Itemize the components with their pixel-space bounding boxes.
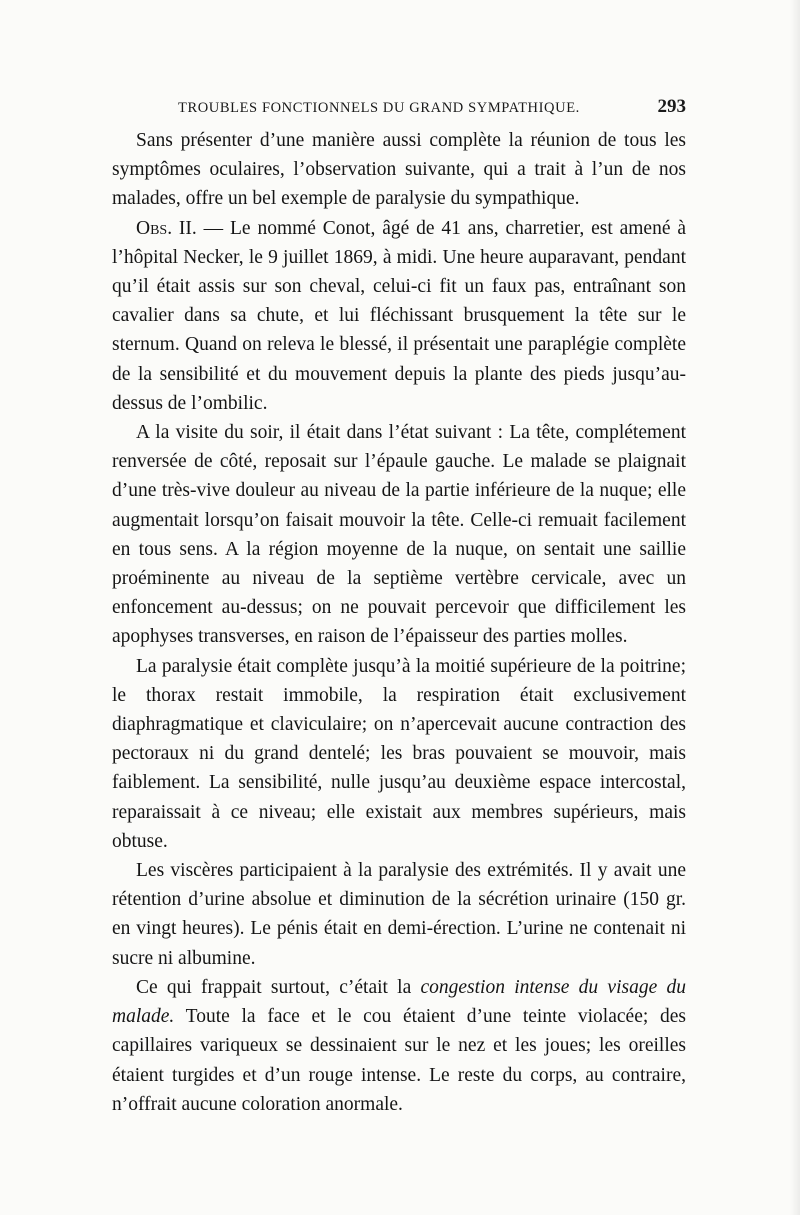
paragraph-evening-visit [112,418,686,652]
paragraph-text: La paralysie était complète jusqu’à la moitié supérieure de la poitrine; le thorax restait immobile, la respiration était exclusivement diaphragmatique et claviculaire; on n’apercevait aucune contraction des pectoraux ni du grand dentelé; les bras pouvaient se mouvoir, mais faiblement. La sensibilité, nulle jusqu’au deuxième espace intercostal, reparaissait à ce niveau; elle existait aux membres supérieurs, mais obtuse. [112,655,686,852]
paragraph-paralysis [112,652,686,856]
paragraph-text: — Le nommé Conot, âgé de 41 ans, charretier, est amené à l’hôpital Necker, le 9 juillet 1869, à midi. Une heure auparavant, pendant qu’il était assis sur son cheval, celui-ci fit un faux pas, entraînant son cavalier dans sa chute, et lui fléchissant brusquement la tête sur le sternum. Quand on releva le blessé, il présentait une paraplégie complète de la sensibilité et du mouvement depuis la plante des pieds jusqu’au-dessus de l’ombilic. [112,217,687,414]
paragraph-congestion [112,973,686,1119]
page-edge-shadow [790,0,800,1215]
paragraph-text: Sans présenter d’une manière aussi complète la réunion de tous les symptômes oculaires, l’observation suivante, qui a trait à l’un de nos malades, offre un bel exemple de paralysie du sympathique. [112,130,686,210]
paragraph-viscera [112,856,686,973]
page-body [112,126,686,1119]
emphasized-phrase: congestion intense du visage du malade. [112,976,686,1028]
paragraph-text-before: Ce qui frappait surtout, c’était la [136,976,421,998]
paragraph-text: Les viscères participaient à la paralysie des extrémités. Il y avait une rétention d’urine absolue et diminution de la sécrétion urinaire (150 gr. en vingt heures). Le pénis était en demi-érection. L’urine ne contenait ni sucre ni albumine. [112,860,686,969]
paragraph-observation [112,214,686,418]
page-header [178,96,686,122]
running-title: TROUBLES FONCTIONNELS DU GRAND SYMPATHIQUE. [178,100,580,116]
paragraph-intro [112,126,686,214]
page-number: 293 [657,96,686,117]
observation-label: Obs. II. [136,217,197,239]
paragraph-text: A la visite du soir, il était dans l’état suivant : La tête, complétement renversée de côté, reposait sur l’épaule gauche. Le malade se plaignait d’une très-vive douleur au niveau de la partie inférieure de la nuque; elle augmentait lorsqu’on faisait mouvoir la tête. Celle-ci remuait facilement en tous sens. A la région moyenne de la nuque, on sentait une saillie proéminente au niveau de la septième vertèbre cervicale, avec un enfoncement au-dessus; on ne pouvait percevoir que difficilement les apophyses transverses, en raison de l’épaisseur des parties molles. [112,422,686,648]
paragraph-text-after: Toute la face et le cou étaient d’une teinte violacée; des capillaires variqueux se dessinaient sur le nez et les joues; les oreilles étaient turgides et d’un rouge intense. Le reste du corps, au contraire, n’offrait aucune coloration anormale. [112,1006,686,1115]
